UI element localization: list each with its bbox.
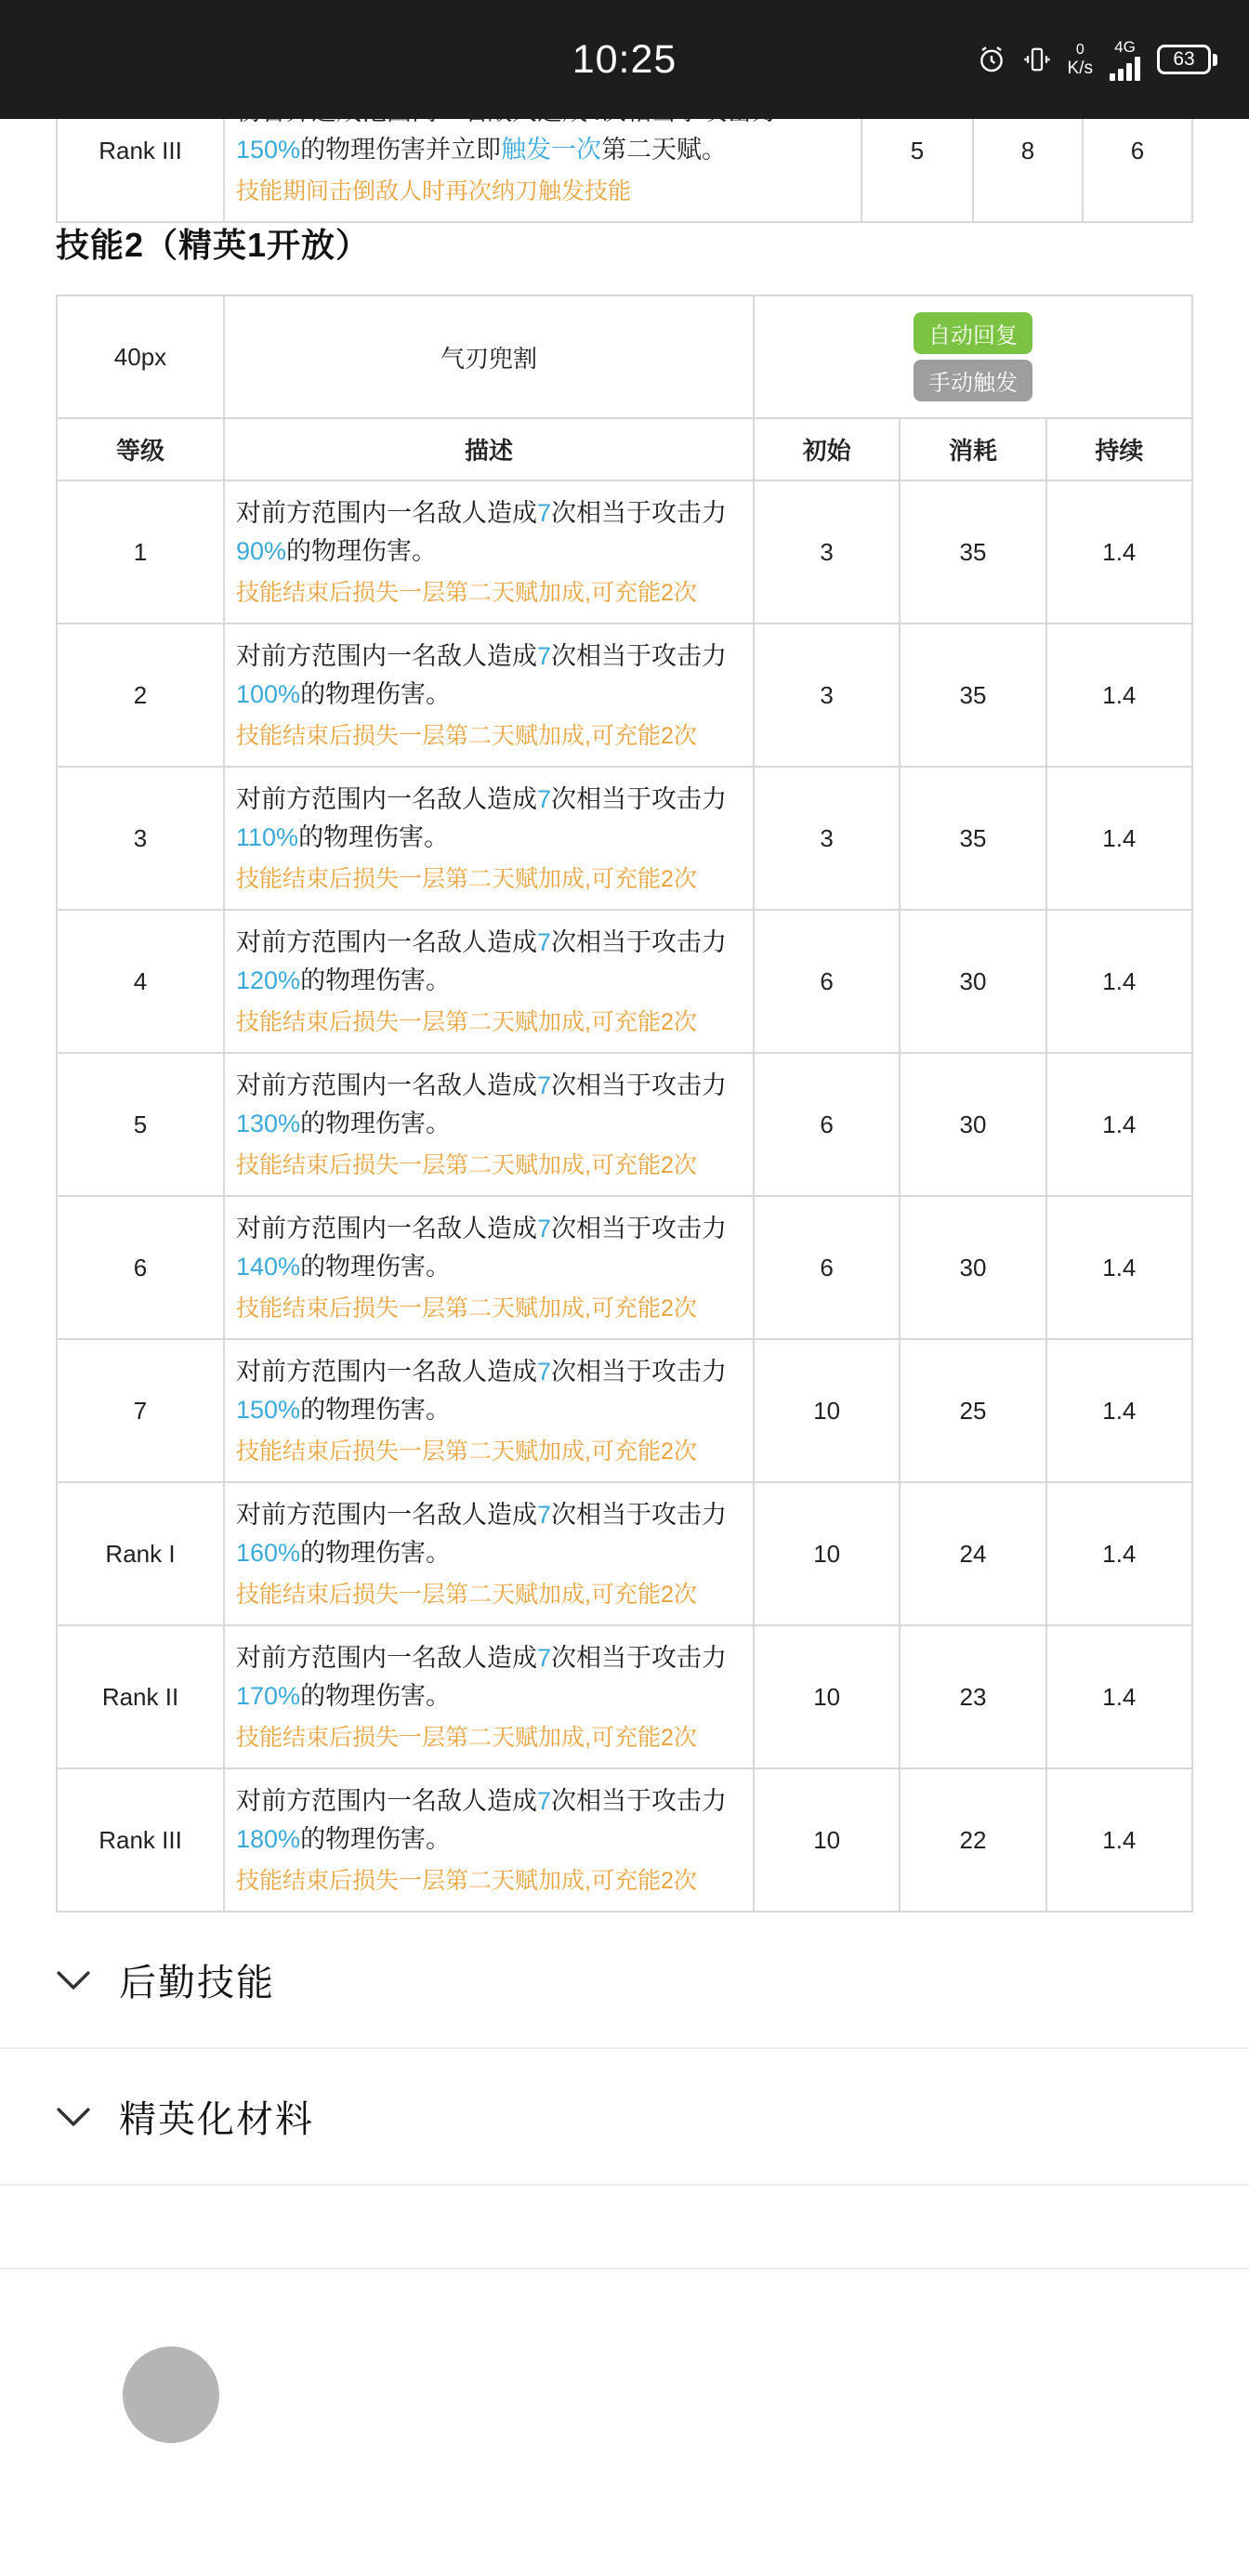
- chevron-down-icon: [56, 2099, 91, 2135]
- desc-hit-count: 7: [537, 1071, 552, 1099]
- row-level: 3: [57, 767, 224, 910]
- row-level: 2: [57, 624, 224, 767]
- desc-prefix: 对前方范围内一名敌人造成: [236, 1787, 537, 1815]
- desc-hit-count: 7: [537, 1501, 552, 1529]
- skill-tags: [754, 296, 1192, 418]
- desc-prefix: 对前方范围内一名敌人造成: [236, 1358, 537, 1386]
- signal-strength-bars: [1110, 57, 1140, 81]
- table-row: [57, 624, 1192, 767]
- desc-line2b: 的物理伤害并立即: [300, 135, 502, 164]
- desc-attack-percent: 170%: [236, 1681, 301, 1710]
- chevron-down-icon: [56, 1963, 91, 1998]
- desc-mid: 次相当于攻击力: [551, 1071, 728, 1099]
- collapsible-logistics-skill[interactable]: [0, 1912, 1249, 2049]
- row-description: [224, 624, 754, 767]
- row-note: 技能结束后损失一层第二天赋加成,可充能2次: [236, 1152, 697, 1178]
- desc-mid: 次相当于攻击力: [551, 499, 728, 527]
- desc-prefix: 对前方范围内一名敌人造成: [236, 1071, 537, 1099]
- table-body: [57, 480, 1192, 1912]
- status-bar-icons: [977, 39, 1217, 81]
- battery-tip: [1213, 54, 1217, 66]
- row-duration: 1.4: [1046, 480, 1192, 624]
- desc-prefix: 对前方范围内一名敌人造成: [236, 1215, 537, 1242]
- alarm-icon: [977, 45, 1006, 74]
- desc-prefix: 对前方范围内一名敌人造成: [236, 1644, 537, 1672]
- row-initial: 10: [754, 1482, 900, 1625]
- desc-attack-percent: 150%: [236, 1395, 301, 1424]
- skill-header-row: [57, 296, 1192, 418]
- col-initial: 初始: [754, 418, 900, 480]
- desc-mid: 次相当于攻击力: [551, 1644, 728, 1672]
- row-note: 技能结束后损失一层第二天赋加成,可充能2次: [236, 866, 697, 892]
- row-duration: 1.4: [1046, 1053, 1192, 1196]
- row-initial: 6: [754, 910, 900, 1053]
- collapsible-title: 精英化材料: [119, 2099, 314, 2140]
- row-note: 技能期间击倒敌人时再次纳刀触发技能: [236, 178, 632, 204]
- desc-hit-count: 7: [537, 785, 552, 813]
- floating-assistive-button[interactable]: [123, 2346, 219, 2443]
- desc-prefix: 对前方范围内一名敌人造成: [236, 928, 537, 956]
- tag-manual-trigger: 手动触发: [914, 360, 1032, 401]
- row-level: 4: [57, 910, 224, 1053]
- desc-hit-count: 7: [537, 1644, 552, 1672]
- desc-mid: 次相当于攻击力: [551, 928, 728, 956]
- row-duration: 1.4: [1046, 1625, 1192, 1768]
- row-initial: 6: [754, 1053, 900, 1196]
- desc-mid: 次相当于攻击力: [551, 642, 728, 670]
- row-initial: 10: [754, 1625, 900, 1768]
- row-note: 技能结束后损失一层第二天赋加成,可充能2次: [236, 723, 697, 749]
- skill-icon-placeholder: 40px: [57, 296, 224, 418]
- desc-hit-count: 7: [537, 1215, 552, 1242]
- row-description: [224, 1625, 754, 1768]
- divider: [0, 2267, 1249, 2269]
- desc-prefix: 对前方范围内一名敌人造成: [236, 1501, 537, 1529]
- skill2-table: [56, 295, 1193, 1912]
- table-row: [57, 910, 1192, 1053]
- table-row: [57, 1768, 1192, 1912]
- status-bar-clock: 10:25: [572, 36, 677, 82]
- row-description: [224, 1482, 754, 1625]
- table-row: [57, 1339, 1192, 1482]
- desc-attack-percent: 180%: [236, 1824, 301, 1853]
- row-level: Rank III: [57, 79, 224, 222]
- battery-icon: [1157, 45, 1217, 74]
- desc-mid: 次相当于攻击力: [551, 1501, 728, 1529]
- signal-bars-icon: [1110, 39, 1140, 81]
- desc-attack-percent: 100%: [236, 679, 301, 708]
- desc-prefix: 对前方范围内一名敌人造成: [236, 499, 537, 527]
- row-cost: 8: [973, 79, 1083, 222]
- skill-name: 气刃兜割: [224, 296, 754, 418]
- table-row: [57, 1053, 1192, 1196]
- col-cost: 消耗: [900, 418, 1045, 480]
- row-duration: 1.4: [1046, 1339, 1192, 1482]
- row-cost: 35: [900, 624, 1045, 767]
- table-row: [57, 480, 1192, 624]
- tag-auto-recovery: 自动回复: [914, 312, 1032, 354]
- desc-suffix: 的物理伤害。: [300, 1824, 452, 1853]
- col-description: 描述: [224, 418, 754, 480]
- desc-suffix: 的物理伤害。: [300, 1395, 452, 1424]
- row-description: [224, 910, 754, 1053]
- col-level: 等级: [57, 418, 224, 480]
- network-speed-unit: K/s: [1067, 58, 1093, 78]
- table-row: [57, 767, 1192, 910]
- row-level: 6: [57, 1196, 224, 1339]
- row-description: [224, 767, 754, 910]
- row-cost: 24: [900, 1482, 1045, 1625]
- row-initial: 3: [754, 624, 900, 767]
- row-cost: 35: [900, 767, 1045, 910]
- row-description: [224, 480, 754, 624]
- row-duration: 1.4: [1046, 1196, 1192, 1339]
- desc-suffix: 的物理伤害。: [286, 536, 438, 565]
- row-duration: 6: [1083, 79, 1192, 222]
- table-row: [57, 1625, 1192, 1768]
- row-initial: 3: [754, 767, 900, 910]
- desc-attack-percent: 120%: [236, 966, 301, 994]
- row-cost: 35: [900, 480, 1045, 624]
- page-content: [0, 78, 1249, 2269]
- row-initial: 10: [754, 1339, 900, 1482]
- row-cost: 30: [900, 1053, 1045, 1196]
- row-initial: 5: [861, 79, 973, 222]
- row-initial: 3: [754, 480, 900, 624]
- row-description: [224, 1196, 754, 1339]
- row-note: 技能结束后损失一层第二天赋加成,可充能2次: [236, 1295, 697, 1321]
- collapsible-title: 后勤技能: [119, 1963, 275, 2004]
- row-level: 5: [57, 1053, 224, 1196]
- desc-line2d: 第二天赋。: [601, 135, 728, 164]
- desc-prefix: 对前方范围内一名敌人造成: [236, 642, 537, 670]
- col-duration: 持续: [1046, 418, 1192, 480]
- row-level: Rank I: [57, 1482, 224, 1625]
- desc-mid: 次相当于攻击力: [551, 785, 728, 813]
- desc-hit-count: 7: [537, 1358, 552, 1386]
- row-note: 技能结束后损失一层第二天赋加成,可充能2次: [236, 1868, 697, 1894]
- desc-suffix: 的物理伤害。: [300, 966, 452, 994]
- row-level: 7: [57, 1339, 224, 1482]
- network-type-label: 4G: [1114, 37, 1136, 56]
- row-cost: 30: [900, 910, 1045, 1053]
- row-level: Rank III: [57, 1768, 224, 1912]
- row-level: 1: [57, 480, 224, 624]
- row-description: [224, 1053, 754, 1196]
- desc-suffix: 的物理伤害。: [300, 1252, 452, 1281]
- network-speed-indicator: [1068, 43, 1093, 77]
- row-duration: 1.4: [1046, 1482, 1192, 1625]
- desc-pct: 150%: [236, 135, 301, 164]
- desc-hit-count: 7: [537, 642, 552, 670]
- row-duration: 1.4: [1046, 767, 1192, 910]
- desc-mid: 次相当于攻击力: [551, 1215, 728, 1242]
- row-note: 技能结束后损失一层第二天赋加成,可充能2次: [236, 580, 697, 606]
- table-header-row: [57, 418, 1192, 480]
- desc-hit-count: 7: [537, 928, 552, 956]
- row-note: 技能结束后损失一层第二天赋加成,可充能2次: [236, 1725, 697, 1751]
- row-description: [224, 1339, 754, 1482]
- desc-suffix: 的物理伤害。: [300, 1538, 452, 1567]
- status-bar: [0, 0, 1249, 119]
- row-cost: 22: [900, 1768, 1045, 1912]
- table-row: [57, 1196, 1192, 1339]
- desc-suffix: 的物理伤害。: [300, 1681, 452, 1710]
- desc-attack-percent: 140%: [236, 1252, 301, 1281]
- desc-hit-count: 7: [537, 499, 552, 527]
- network-speed-value: 0: [1075, 41, 1085, 58]
- desc-suffix: 的物理伤害。: [300, 1109, 452, 1137]
- desc-attack-percent: 110%: [236, 822, 299, 851]
- row-note: 技能结束后损失一层第二天赋加成,可充能2次: [236, 1009, 697, 1035]
- collapsible-elite-materials[interactable]: [0, 2049, 1249, 2186]
- row-cost: 25: [900, 1339, 1045, 1482]
- desc-prefix: 对前方范围内一名敌人造成: [236, 785, 537, 813]
- desc-trigger: 触发一次: [501, 135, 602, 164]
- row-duration: 1.4: [1046, 624, 1192, 767]
- battery-level: 63: [1157, 45, 1211, 74]
- row-cost: 30: [900, 1196, 1045, 1339]
- row-level: Rank II: [57, 1625, 224, 1768]
- desc-attack-percent: 90%: [236, 536, 287, 565]
- desc-mid: 次相当于攻击力: [551, 1358, 728, 1386]
- desc-hit-count: 7: [537, 1787, 552, 1815]
- desc-suffix: 的物理伤害。: [300, 679, 452, 708]
- page-title: 技能2（精英1开放）: [56, 226, 371, 264]
- row-duration: 1.4: [1046, 1768, 1192, 1912]
- row-initial: 10: [754, 1768, 900, 1912]
- row-note: 技能结束后损失一层第二天赋加成,可充能2次: [236, 1582, 697, 1608]
- desc-mid: 次相当于攻击力: [551, 1787, 728, 1815]
- desc-attack-percent: 130%: [236, 1109, 301, 1137]
- row-duration: 1.4: [1046, 910, 1192, 1053]
- desc-suffix: 的物理伤害。: [298, 822, 450, 851]
- row-note: 技能结束后损失一层第二天赋加成,可充能2次: [236, 1439, 697, 1465]
- row-initial: 6: [754, 1196, 900, 1339]
- row-cost: 23: [900, 1625, 1045, 1768]
- table-row: [57, 1482, 1192, 1625]
- row-description: [224, 1768, 754, 1912]
- desc-attack-percent: 160%: [236, 1538, 301, 1567]
- vibrate-icon: [1023, 45, 1051, 74]
